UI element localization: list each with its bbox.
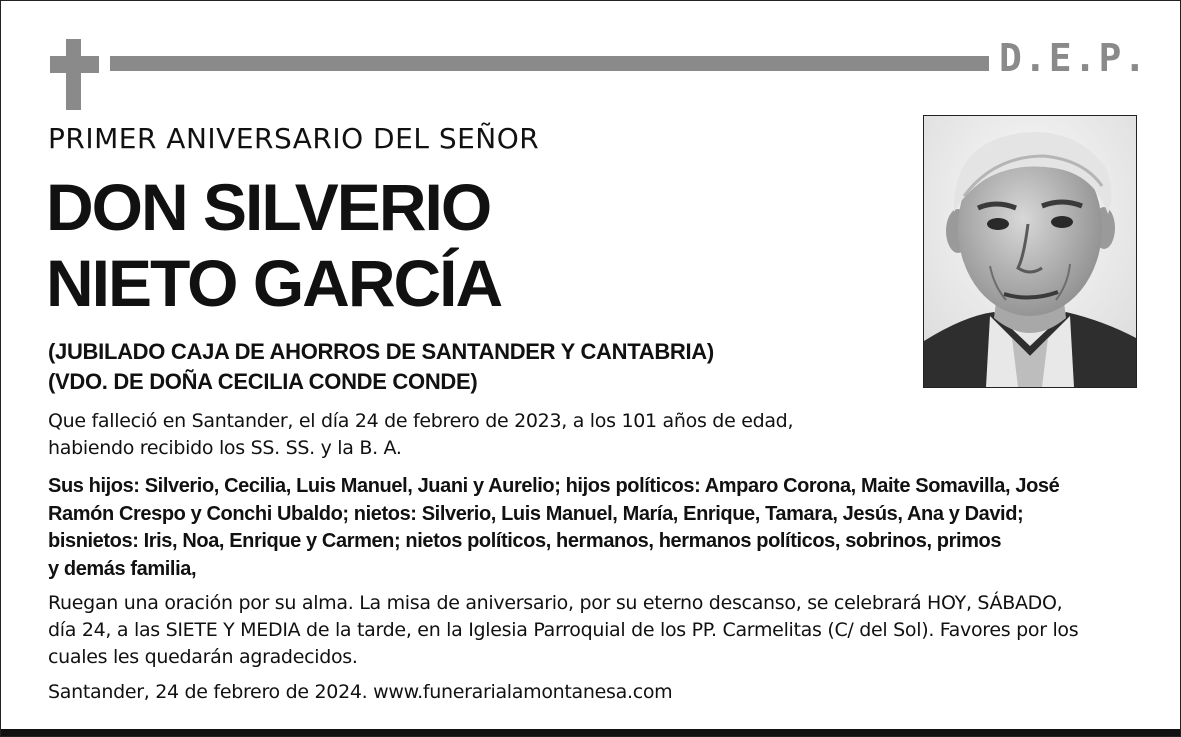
- header-rule: [110, 56, 989, 71]
- death-details: [48, 408, 793, 462]
- subtitle-line: (VDO. DE DOÑA CECILIA CONDE CONDE): [48, 369, 478, 394]
- portrait-image: [924, 116, 1136, 387]
- subtitle-line: (JUBILADO CAJA DE AHORROS DE SANTANDER Y CANTABRIA): [48, 339, 714, 364]
- family-list: [48, 473, 1059, 583]
- dep-label: D.E.P.: [999, 36, 1149, 80]
- mass-details: [48, 590, 1078, 671]
- name-line: NIETO GARCÍA: [46, 246, 502, 320]
- text-line: y demás familia,: [48, 557, 197, 580]
- deceased-photo: [923, 115, 1137, 388]
- bottom-border: [1, 729, 1180, 736]
- cross-icon-bar: [50, 56, 99, 73]
- text-line: Que falleció en Santander, el día 24 de febrero de 2023, a los 101 años de edad,: [48, 410, 794, 432]
- footer-line: Santander, 24 de febrero de 2024. www.funerarialamontanesa.com: [48, 681, 673, 703]
- text-line: Ruegan una oración por su alma. La misa de aniversario, por su eterno descanso, se celebrará HOY, SÁBADO,: [48, 592, 1063, 614]
- text-line: día 24, a las SIETE Y MEDIA de la tarde, en la Iglesia Parroquial de los PP. Carmelitas (C/ del Sol). Favores por los: [48, 619, 1079, 641]
- deceased-name: [46, 169, 501, 321]
- cross-icon: [66, 39, 81, 110]
- text-line: Ramón Crespo y Conchi Ubaldo; nietos: Silverio, Luis Manuel, María, Enrique, Tamara, Jesús, Ana y David;: [48, 502, 1024, 525]
- anniversary-heading: PRIMER ANIVERSARIO DEL SEÑOR: [48, 122, 540, 155]
- deceased-subtitle: [48, 337, 714, 397]
- name-line: DON SILVERIO: [46, 170, 491, 244]
- text-line: Sus hijos: Silverio, Cecilia, Luis Manuel, Juani y Aurelio; hijos políticos: Amparo Corona, Maite Somavilla, José: [48, 475, 1060, 497]
- text-line: habiendo recibido los SS. SS. y la B. A.: [48, 437, 402, 459]
- text-line: cuales les quedarán agradecidos.: [48, 646, 358, 668]
- text-line: bisnietos: Iris, Noa, Enrique y Carmen; nietos políticos, hermanos, hermanos políticos, sobrinos, primos: [48, 530, 1002, 552]
